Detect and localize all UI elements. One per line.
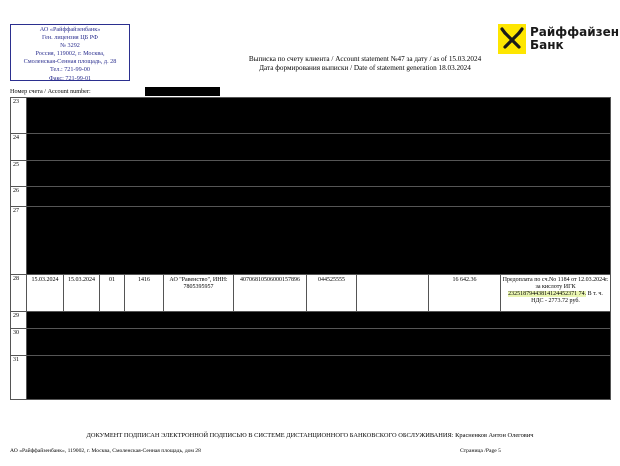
counterparty-account: 40706810506000157896	[234, 275, 307, 312]
row-number: 24	[11, 134, 27, 161]
raiffeisen-cross-icon	[498, 24, 526, 54]
account-label: Номер счета / Account number:	[10, 88, 91, 95]
row-number: 25	[11, 161, 27, 187]
redacted-block	[27, 161, 611, 187]
redacted-block	[27, 312, 611, 329]
stamp-line: Ген. лицензия ЦБ РФ	[42, 34, 98, 42]
statement-title	[190, 55, 540, 73]
bank-stamp	[10, 24, 130, 81]
purpose-highlight: 23251879443814124452371 74.	[508, 291, 587, 297]
table-row	[11, 207, 611, 275]
table-row	[11, 275, 611, 312]
account-number-redacted	[145, 87, 220, 96]
row-number: 31	[11, 356, 27, 400]
redacted-block	[27, 98, 611, 134]
footer-page-number: Страница /Page 5	[460, 448, 501, 454]
table-row	[11, 98, 611, 134]
stamp-line: № 3292	[60, 42, 80, 50]
redacted-block	[27, 329, 611, 356]
stamp-line: Тел.: 721-99-00	[50, 66, 90, 74]
row-number: 29	[11, 312, 27, 329]
footer-address: АО «Райффайзенбанк», 119002, г. Москва, Смоленская-Сенная площадь, дом 28	[10, 448, 201, 454]
redacted-block	[27, 134, 611, 161]
row-number: 23	[11, 98, 27, 134]
table-row	[11, 161, 611, 187]
payment-purpose	[501, 275, 611, 312]
stamp-line: Смоленская-Сенная площадь, д. 28	[23, 58, 117, 66]
document-number: 1416	[125, 275, 164, 312]
statement-table	[10, 97, 611, 400]
table-row	[11, 356, 611, 400]
redacted-block	[27, 356, 611, 400]
stamp-line: Россия, 119002, г. Москва,	[35, 50, 105, 58]
row-number: 28	[11, 275, 27, 312]
bik: 044525555	[307, 275, 357, 312]
row-number: 30	[11, 329, 27, 356]
table-row	[11, 134, 611, 161]
operation-code: 01	[100, 275, 125, 312]
stamp-line: Факс: 721-99-01	[48, 74, 92, 82]
debit-date: 15.03.2024	[27, 275, 64, 312]
title-line-2: Дата формирования выписки / Date of statement generation 18.03.2024	[259, 64, 471, 72]
table-row	[11, 187, 611, 207]
value-date: 15.03.2024	[64, 275, 100, 312]
purpose-text: Предоплата по сч.No 1184 от 12.03.2024г. за кислоту ИГК	[502, 277, 609, 290]
table-row	[11, 312, 611, 329]
row-number: 27	[11, 207, 27, 275]
credit-amount: 16 642.36	[429, 275, 501, 312]
row-number: 26	[11, 187, 27, 207]
redacted-block	[27, 187, 611, 207]
title-line-1: Выписка по счету клиента / Account statement №47 за дату / as of 15.03.2024	[248, 55, 482, 63]
table-row	[11, 329, 611, 356]
logo-line-1: Райффайзен	[530, 25, 620, 39]
bank-logo	[498, 24, 620, 58]
debit-amount	[357, 275, 429, 312]
logo-line-2: Банк	[530, 38, 564, 52]
purpose-vat: В т. ч. НДС - 2773.72 руб.	[531, 291, 603, 304]
stamp-line: АО «Райффайзенбанк»	[39, 26, 101, 33]
signature-notice: ДОКУМЕНТ ПОДПИСАН ЭЛЕКТРОННОЙ ПОДПИСЬЮ В СИСТЕМЕ ДИСТАНЦИОННОГО БАНКОВСКОГО ОБСЛУЖИВАНИЯ: Красненков Антон Олегович	[86, 432, 534, 439]
redacted-block	[27, 207, 611, 275]
counterparty: АО "Равенство", ИНН: 7805395957	[164, 275, 234, 312]
logo-wordmark	[530, 26, 619, 52]
